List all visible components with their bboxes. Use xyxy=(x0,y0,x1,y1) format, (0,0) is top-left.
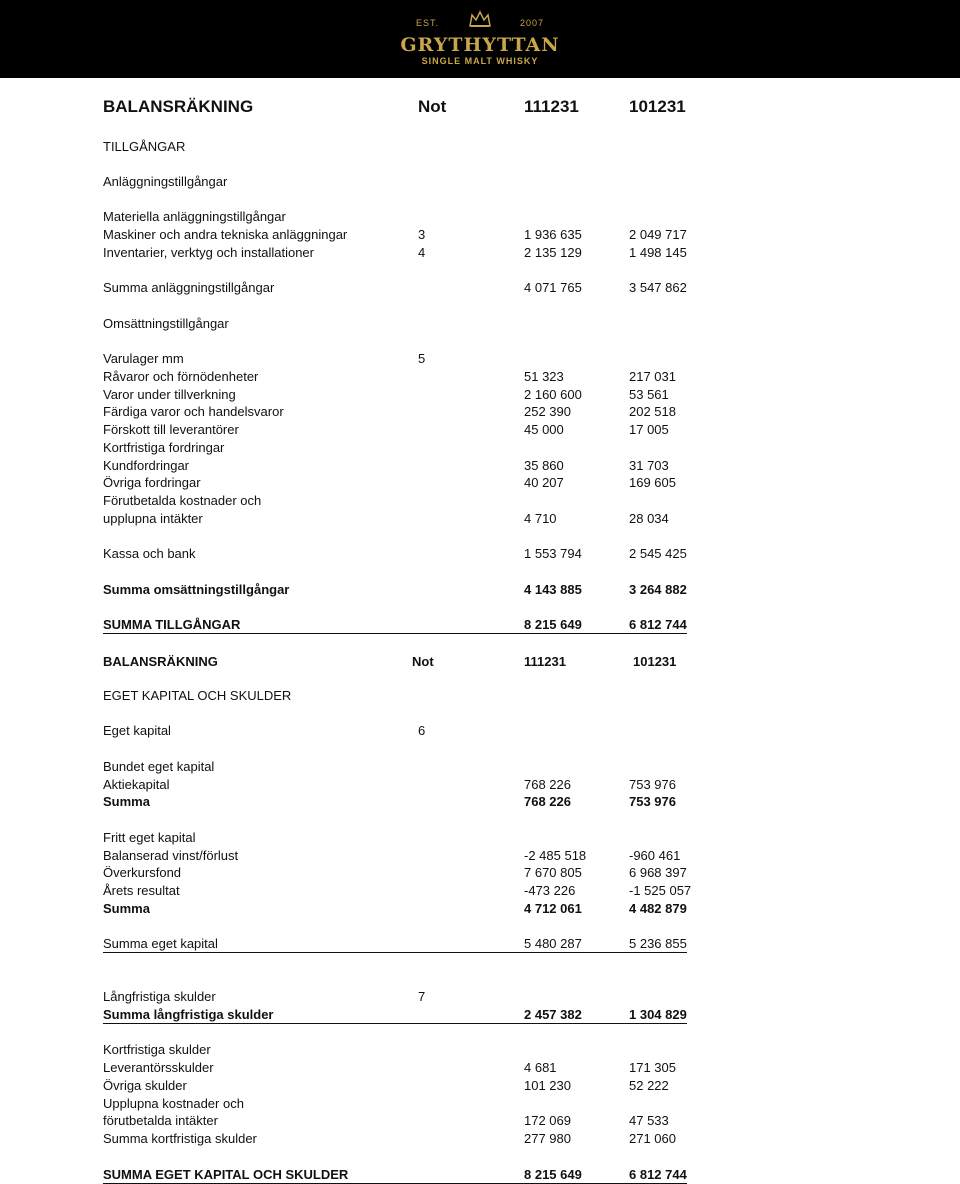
row-label: Summa eget kapital xyxy=(103,936,218,951)
row-label: Summa anläggningstillgångar xyxy=(103,280,275,295)
row-label: Råvaror och förnödenheter xyxy=(103,369,259,384)
row-value-previous: 31 703 xyxy=(629,458,669,473)
table-row xyxy=(0,864,960,882)
row-value-current: -2 485 518 xyxy=(524,848,587,863)
row-value-current: 4 071 765 xyxy=(524,280,582,295)
row-value-previous: 2 545 425 xyxy=(629,546,687,561)
row-label: Förutbetalda kostnader och xyxy=(103,493,262,508)
row-value-current: 111231 xyxy=(524,654,566,669)
row-label: Balanserad vinst/förlust xyxy=(103,848,239,863)
table-row xyxy=(0,581,960,599)
row-label: BALANSRÄKNING xyxy=(103,654,218,669)
table-row xyxy=(0,510,960,528)
row-value-current: 1 936 635 xyxy=(524,227,582,242)
table-row xyxy=(0,793,960,811)
row-label: Färdiga varor och handelsvaror xyxy=(103,404,284,419)
row-value-current: 40 207 xyxy=(524,475,564,490)
row-value-previous: 6 812 744 xyxy=(629,1167,687,1182)
row-label: TILLGÅNGAR xyxy=(103,139,186,154)
row-label: Kundfordringar xyxy=(103,458,189,473)
row-value-current: 252 390 xyxy=(524,404,571,419)
table-row xyxy=(0,439,960,457)
table-row xyxy=(0,474,960,492)
header-col-previous: 101231 xyxy=(629,97,686,116)
table-row xyxy=(0,386,960,404)
table-row xyxy=(0,1095,960,1113)
row-value-current: 45 000 xyxy=(524,422,564,437)
row-label: Kortfristiga fordringar xyxy=(103,440,225,455)
row-note: 7 xyxy=(418,989,426,1004)
table-row xyxy=(0,1130,960,1148)
row-value-current: 51 323 xyxy=(524,369,564,384)
table-row xyxy=(0,722,960,740)
balance-sheet-header xyxy=(0,95,960,119)
row-note: 6 xyxy=(418,723,426,738)
row-value-previous: 169 605 xyxy=(629,475,676,490)
row-value-previous: 6 812 744 xyxy=(629,617,687,632)
table-row xyxy=(0,935,960,953)
row-label: Kortfristiga skulder xyxy=(103,1042,211,1057)
row-label: Överkursfond xyxy=(103,865,182,880)
row-value-current: 4 710 xyxy=(524,511,557,526)
row-label: Summa omsättningstillgångar xyxy=(103,582,290,597)
table-row xyxy=(0,653,960,671)
row-label: Varulager mm xyxy=(103,351,184,366)
row-value-previous: 202 518 xyxy=(629,404,676,419)
row-label: Inventarier, verktyg och installationer xyxy=(103,245,314,260)
logo-brand-name: GRYTHYTTAN xyxy=(400,34,560,56)
row-label: EGET KAPITAL OCH SKULDER xyxy=(103,688,292,703)
row-value-current: 2 135 129 xyxy=(524,245,582,260)
table-row xyxy=(0,1041,960,1059)
row-label: Anläggningstillgångar xyxy=(103,174,228,189)
row-label: Övriga fordringar xyxy=(103,475,201,490)
table-row xyxy=(0,988,960,1006)
row-value-previous: 2 049 717 xyxy=(629,227,687,242)
logo-est-label: EST. xyxy=(416,18,440,28)
row-value-previous: 47 533 xyxy=(629,1113,669,1128)
row-label: Eget kapital xyxy=(103,723,171,738)
table-row xyxy=(0,279,960,297)
row-value-current: 8 215 649 xyxy=(524,1167,582,1182)
row-value-current: 8 215 649 xyxy=(524,617,582,632)
row-value-current: 7 670 805 xyxy=(524,865,582,880)
row-value-previous: -1 525 057 xyxy=(629,883,692,898)
table-row xyxy=(0,847,960,865)
row-value-previous: 753 976 xyxy=(629,794,676,809)
header-col-current: 111231 xyxy=(524,97,579,116)
row-label: Övriga skulder xyxy=(103,1078,187,1093)
table-row xyxy=(0,226,960,244)
table-row xyxy=(0,403,960,421)
row-value-current: 35 860 xyxy=(524,458,564,473)
page-title: BALANSRÄKNING xyxy=(103,97,254,116)
row-value-current: 4 681 xyxy=(524,1060,557,1075)
table-row xyxy=(0,350,960,368)
row-value-previous: 3 264 882 xyxy=(629,582,687,597)
row-note: 3 xyxy=(418,227,426,242)
table-row xyxy=(0,1006,960,1024)
table-row xyxy=(0,315,960,333)
row-value-previous: 17 005 xyxy=(629,422,669,437)
row-value-current: 1 553 794 xyxy=(524,546,582,561)
row-value-current: 2 457 382 xyxy=(524,1007,582,1022)
logo-tagline: SINGLE MALT WHISKY xyxy=(421,56,539,66)
row-label: Summa xyxy=(103,901,150,916)
crown-icon xyxy=(468,10,492,28)
row-value-current: 2 160 600 xyxy=(524,387,582,402)
row-value-current: 4 712 061 xyxy=(524,901,582,916)
row-value-current: 172 069 xyxy=(524,1113,571,1128)
table-row xyxy=(0,173,960,191)
table-row xyxy=(0,138,960,156)
row-label: Fritt eget kapital xyxy=(103,830,196,845)
row-label: SUMMA EGET KAPITAL OCH SKULDER xyxy=(103,1167,349,1182)
row-value-previous: 52 222 xyxy=(629,1078,669,1093)
row-note: 5 xyxy=(418,351,426,366)
brand-logo xyxy=(380,8,580,70)
row-value-previous: 753 976 xyxy=(629,777,676,792)
row-value-current: 768 226 xyxy=(524,777,571,792)
row-value-current: 277 980 xyxy=(524,1131,571,1146)
row-label: Årets resultat xyxy=(103,883,180,898)
table-row xyxy=(0,1077,960,1095)
table-row xyxy=(0,208,960,226)
table-row xyxy=(0,1112,960,1130)
table-row xyxy=(0,687,960,705)
header-banner xyxy=(0,0,960,78)
table-row xyxy=(0,545,960,563)
row-value-previous: 6 968 397 xyxy=(629,865,687,880)
table-row xyxy=(0,457,960,475)
row-note: Not xyxy=(412,654,434,669)
row-value-previous: 28 034 xyxy=(629,511,669,526)
row-value-current: 768 226 xyxy=(524,794,571,809)
row-value-previous: 1 498 145 xyxy=(629,245,687,260)
table-row xyxy=(0,776,960,794)
table-row xyxy=(0,244,960,262)
row-value-current: 5 480 287 xyxy=(524,936,582,951)
row-label: SUMMA TILLGÅNGAR xyxy=(103,617,241,632)
row-label: Kassa och bank xyxy=(103,546,196,561)
row-label: Varor under tillverkning xyxy=(103,387,236,402)
row-label: upplupna intäkter xyxy=(103,511,203,526)
row-value-current: -473 226 xyxy=(524,883,576,898)
row-label: Leverantörsskulder xyxy=(103,1060,214,1075)
row-value-previous: 271 060 xyxy=(629,1131,676,1146)
row-value-current: 4 143 885 xyxy=(524,582,582,597)
table-row xyxy=(0,758,960,776)
row-value-previous: 5 236 855 xyxy=(629,936,687,951)
table-row xyxy=(0,882,960,900)
table-row xyxy=(0,829,960,847)
table-row xyxy=(0,421,960,439)
row-value-previous: 171 305 xyxy=(629,1060,676,1075)
row-value-previous: -960 461 xyxy=(629,848,681,863)
row-label: Aktiekapital xyxy=(103,777,170,792)
row-label: Förskott till leverantörer xyxy=(103,422,239,437)
table-row xyxy=(0,1059,960,1077)
row-label: Summa kortfristiga skulder xyxy=(103,1131,257,1146)
table-row xyxy=(0,616,960,634)
row-label: Summa långfristiga skulder xyxy=(103,1007,274,1022)
row-label: Materiella anläggningstillgångar xyxy=(103,209,286,224)
row-label: Upplupna kostnader och xyxy=(103,1096,244,1111)
row-value-previous: 217 031 xyxy=(629,369,676,384)
row-label: Summa xyxy=(103,794,150,809)
row-label: Maskiner och andra tekniska anläggningar xyxy=(103,227,348,242)
table-row xyxy=(0,1166,960,1184)
row-value-previous: 53 561 xyxy=(629,387,669,402)
row-label: förutbetalda intäkter xyxy=(103,1113,218,1128)
row-label: Långfristiga skulder xyxy=(103,989,216,1004)
row-value-previous: 4 482 879 xyxy=(629,901,687,916)
row-value-previous: 1 304 829 xyxy=(629,1007,687,1022)
row-note: 4 xyxy=(418,245,426,260)
header-note: Not xyxy=(418,97,447,116)
table-row xyxy=(0,368,960,386)
table-row xyxy=(0,492,960,510)
row-value-previous: 101231 xyxy=(633,654,677,669)
row-label: Omsättningstillgångar xyxy=(103,316,229,331)
row-value-previous: 3 547 862 xyxy=(629,280,687,295)
row-value-current: 101 230 xyxy=(524,1078,571,1093)
logo-year-label: 2007 xyxy=(519,18,544,28)
row-label: Bundet eget kapital xyxy=(103,759,215,774)
table-row xyxy=(0,900,960,918)
